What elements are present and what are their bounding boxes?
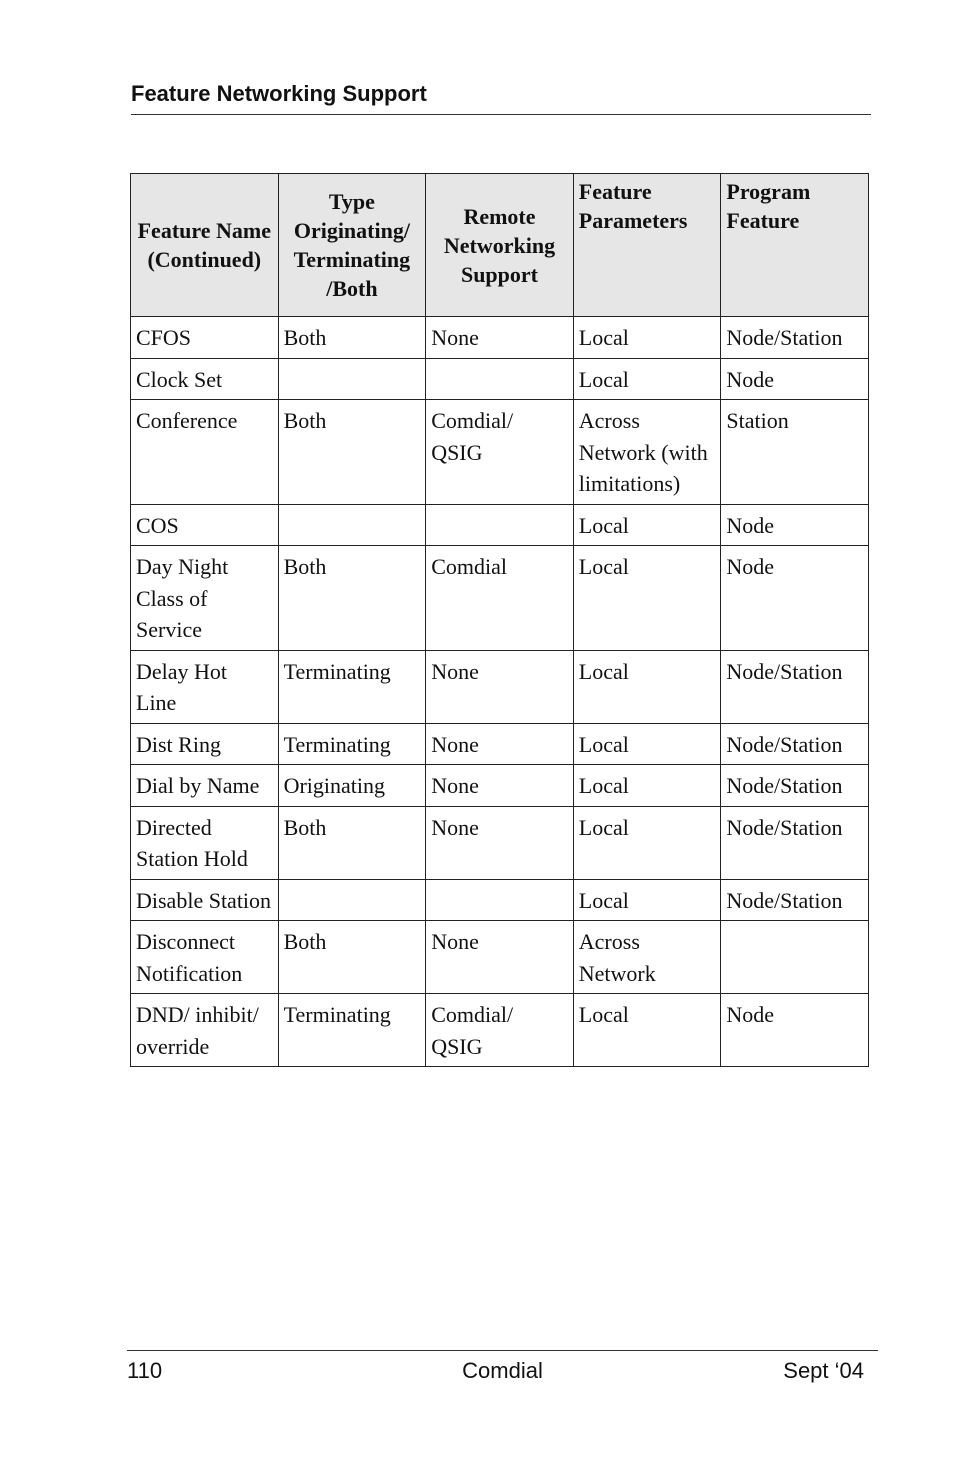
page-number: 110 xyxy=(127,1358,163,1383)
cell-remote-networking xyxy=(426,879,574,921)
cell-program-feature: Node/Station xyxy=(721,806,869,879)
cell-feature-parameters: Local xyxy=(573,879,721,921)
cell-remote-networking: None xyxy=(426,765,574,807)
page-footer xyxy=(127,1350,878,1391)
column-header-program-feature: Program Feature xyxy=(721,174,869,317)
cell-type: Both xyxy=(278,317,426,359)
table-body xyxy=(131,317,869,1067)
cell-remote-networking xyxy=(426,504,574,546)
table-row xyxy=(131,921,869,994)
cell-feature-name: COS xyxy=(131,504,279,546)
column-header-type: Type Originating/ Terminating /Both xyxy=(278,174,426,317)
table-row xyxy=(131,806,869,879)
feature-networking-table xyxy=(130,173,869,1067)
column-header-feature-parameters: Feature Parameters xyxy=(573,174,721,317)
footer-date: Sept ‘04 xyxy=(783,1358,864,1383)
cell-remote-networking xyxy=(426,358,574,400)
cell-program-feature: Node/Station xyxy=(721,650,869,723)
table-header-row xyxy=(131,174,869,317)
cell-feature-parameters: Local xyxy=(573,806,721,879)
page-header-title: Feature Networking Support xyxy=(131,80,871,115)
table-row xyxy=(131,765,869,807)
cell-feature-name: Dist Ring xyxy=(131,723,279,765)
table-row xyxy=(131,358,869,400)
cell-feature-name: CFOS xyxy=(131,317,279,359)
cell-remote-networking: None xyxy=(426,921,574,994)
table-row xyxy=(131,650,869,723)
cell-feature-parameters: Local xyxy=(573,358,721,400)
cell-type xyxy=(278,879,426,921)
table-row xyxy=(131,400,869,505)
cell-type: Both xyxy=(278,921,426,994)
cell-feature-name: Disable Station xyxy=(131,879,279,921)
cell-program-feature: Node xyxy=(721,504,869,546)
cell-feature-name: Clock Set xyxy=(131,358,279,400)
cell-program-feature: Node xyxy=(721,546,869,651)
cell-feature-parameters: Local xyxy=(573,546,721,651)
cell-type xyxy=(278,504,426,546)
cell-feature-parameters: Local xyxy=(573,317,721,359)
table-row xyxy=(131,879,869,921)
cell-type: Terminating xyxy=(278,650,426,723)
cell-program-feature: Station xyxy=(721,400,869,505)
table-row xyxy=(131,994,869,1067)
cell-feature-name: Directed Station Hold xyxy=(131,806,279,879)
cell-feature-name: Disconnect Notification xyxy=(131,921,279,994)
cell-feature-parameters: Local xyxy=(573,650,721,723)
cell-type: Both xyxy=(278,806,426,879)
cell-type: Terminating xyxy=(278,994,426,1067)
cell-feature-parameters: Local xyxy=(573,723,721,765)
column-header-remote-networking: Remote Networking Support xyxy=(426,174,574,317)
table-row xyxy=(131,546,869,651)
cell-program-feature: Node/Station xyxy=(721,723,869,765)
cell-program-feature: Node/Station xyxy=(721,317,869,359)
table-row xyxy=(131,317,869,359)
cell-feature-name: Delay Hot Line xyxy=(131,650,279,723)
cell-feature-parameters: Across Network xyxy=(573,921,721,994)
cell-feature-name: Day Night Class of Service xyxy=(131,546,279,651)
cell-remote-networking: Comdial xyxy=(426,546,574,651)
cell-remote-networking: None xyxy=(426,317,574,359)
cell-program-feature xyxy=(721,921,869,994)
cell-feature-parameters: Local xyxy=(573,765,721,807)
cell-feature-parameters: Local xyxy=(573,994,721,1067)
column-header-feature-name: Feature Name (Continued) xyxy=(131,174,279,317)
cell-program-feature: Node xyxy=(721,358,869,400)
cell-feature-parameters: Local xyxy=(573,504,721,546)
table-row xyxy=(131,504,869,546)
cell-remote-networking: None xyxy=(426,723,574,765)
cell-feature-parameters: Across Network (with limitations) xyxy=(573,400,721,505)
table-row xyxy=(131,723,869,765)
cell-remote-networking: Comdial/ QSIG xyxy=(426,994,574,1067)
cell-type: Both xyxy=(278,400,426,505)
cell-program-feature: Node xyxy=(721,994,869,1067)
cell-program-feature: Node/Station xyxy=(721,765,869,807)
cell-program-feature: Node/Station xyxy=(721,879,869,921)
cell-remote-networking: None xyxy=(426,806,574,879)
cell-feature-name: DND/ inhibit/ override xyxy=(131,994,279,1067)
footer-publisher: Comdial xyxy=(462,1358,543,1383)
cell-type: Both xyxy=(278,546,426,651)
cell-feature-name: Conference xyxy=(131,400,279,505)
cell-type: Terminating xyxy=(278,723,426,765)
cell-remote-networking: None xyxy=(426,650,574,723)
cell-feature-name: Dial by Name xyxy=(131,765,279,807)
cell-type: Originating xyxy=(278,765,426,807)
cell-type xyxy=(278,358,426,400)
cell-remote-networking: Comdial/ QSIG xyxy=(426,400,574,505)
